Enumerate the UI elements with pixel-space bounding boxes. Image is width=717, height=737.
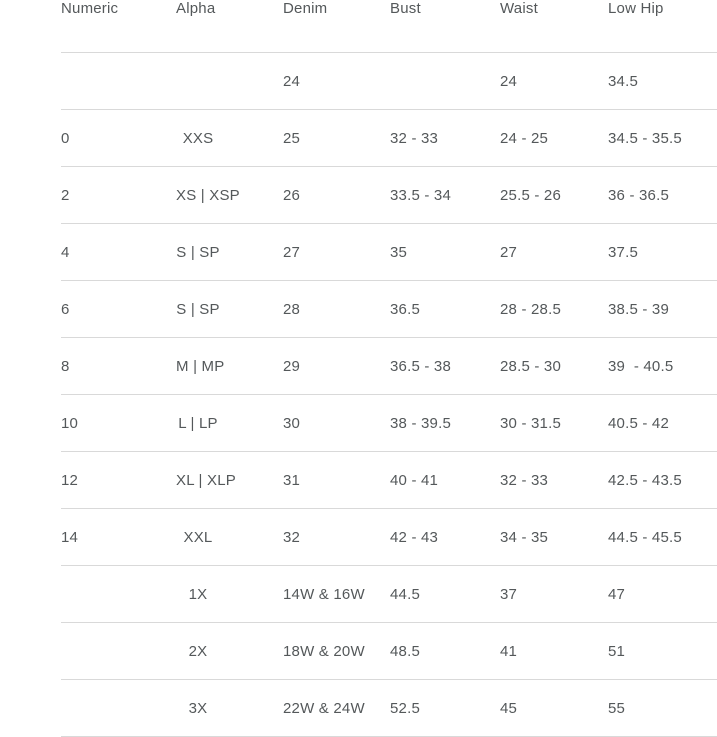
- cell-alpha-value: XS | XSP: [176, 186, 240, 204]
- cell-denim: 29: [283, 338, 390, 395]
- col-header-low-hip: Low Hip: [608, 0, 717, 53]
- cell-denim: 25: [283, 110, 390, 167]
- cell-waist: 27: [500, 224, 608, 281]
- cell-alpha: [176, 224, 283, 281]
- cell-numeric: 2: [61, 167, 176, 224]
- cell-waist: 25.5 - 26: [500, 167, 608, 224]
- table-row: [61, 395, 717, 452]
- cell-alpha: [176, 509, 283, 566]
- cell-denim: 14W & 16W: [283, 566, 390, 623]
- cell-waist: 45: [500, 680, 608, 737]
- cell-bust: 32 - 33: [390, 110, 500, 167]
- cell-bust: 48.5: [390, 623, 500, 680]
- cell-numeric: [61, 680, 176, 737]
- table-row: [61, 509, 717, 566]
- cell-bust: [390, 53, 500, 110]
- cell-denim: 32: [283, 509, 390, 566]
- cell-waist: 41: [500, 623, 608, 680]
- cell-denim: 27: [283, 224, 390, 281]
- col-header-bust: Bust: [390, 0, 500, 53]
- header-row: [61, 0, 717, 53]
- cell-low-hip: 42.5 - 43.5: [608, 452, 717, 509]
- cell-alpha: [176, 452, 283, 509]
- cell-alpha-value: L | LP: [178, 414, 218, 432]
- cell-low-hip: 44.5 - 45.5: [608, 509, 717, 566]
- size-chart-table: [61, 0, 717, 737]
- cell-numeric: 6: [61, 281, 176, 338]
- table-row: [61, 566, 717, 623]
- cell-numeric: 10: [61, 395, 176, 452]
- cell-denim: 24: [283, 53, 390, 110]
- cell-bust: 40 - 41: [390, 452, 500, 509]
- cell-waist: 30 - 31.5: [500, 395, 608, 452]
- cell-alpha: [176, 338, 283, 395]
- cell-denim: 18W & 20W: [283, 623, 390, 680]
- cell-low-hip: 36 - 36.5: [608, 167, 717, 224]
- table-row: [61, 623, 717, 680]
- cell-denim: 30: [283, 395, 390, 452]
- cell-alpha-value: XXL: [183, 528, 213, 546]
- table-row: [61, 281, 717, 338]
- cell-bust: 44.5: [390, 566, 500, 623]
- cell-waist: 37: [500, 566, 608, 623]
- cell-waist: 28 - 28.5: [500, 281, 608, 338]
- cell-alpha: [176, 167, 283, 224]
- cell-denim: 26: [283, 167, 390, 224]
- cell-denim: 31: [283, 452, 390, 509]
- cell-alpha: [176, 680, 283, 737]
- cell-alpha: [176, 281, 283, 338]
- cell-numeric: [61, 566, 176, 623]
- cell-waist: 24: [500, 53, 608, 110]
- cell-alpha: [176, 53, 283, 110]
- cell-bust: 33.5 - 34: [390, 167, 500, 224]
- table-row: [61, 224, 717, 281]
- cell-waist: 24 - 25: [500, 110, 608, 167]
- cell-alpha-value: S | SP: [176, 243, 220, 261]
- cell-alpha: [176, 566, 283, 623]
- cell-low-hip: 55: [608, 680, 717, 737]
- col-header-numeric: Numeric: [61, 0, 176, 53]
- cell-numeric: [61, 623, 176, 680]
- cell-numeric: 0: [61, 110, 176, 167]
- cell-bust: 42 - 43: [390, 509, 500, 566]
- cell-alpha-value: S | SP: [176, 300, 220, 318]
- cell-bust: 36.5 - 38: [390, 338, 500, 395]
- table-row: [61, 338, 717, 395]
- cell-alpha-value: XL | XLP: [176, 471, 236, 489]
- cell-waist: 28.5 - 30: [500, 338, 608, 395]
- cell-waist: 34 - 35: [500, 509, 608, 566]
- table-row: [61, 110, 717, 167]
- table-row: [61, 167, 717, 224]
- col-header-alpha: Alpha: [176, 0, 283, 53]
- cell-low-hip: 39 - 40.5: [608, 338, 717, 395]
- table-row: [61, 53, 717, 110]
- cell-bust: 52.5: [390, 680, 500, 737]
- cell-alpha: [176, 395, 283, 452]
- cell-low-hip: 47: [608, 566, 717, 623]
- cell-alpha-value: M | MP: [176, 357, 225, 375]
- cell-alpha-value: 2X: [188, 642, 208, 660]
- cell-bust: 36.5: [390, 281, 500, 338]
- cell-waist: 32 - 33: [500, 452, 608, 509]
- cell-alpha-value: 1X: [188, 585, 208, 603]
- cell-alpha: [176, 110, 283, 167]
- cell-denim: 22W & 24W: [283, 680, 390, 737]
- cell-low-hip: 34.5: [608, 53, 717, 110]
- table-row: [61, 680, 717, 737]
- cell-low-hip: 34.5 - 35.5: [608, 110, 717, 167]
- cell-bust: 35: [390, 224, 500, 281]
- cell-low-hip: 51: [608, 623, 717, 680]
- cell-denim: 28: [283, 281, 390, 338]
- cell-numeric: 14: [61, 509, 176, 566]
- cell-numeric: 4: [61, 224, 176, 281]
- table-row: [61, 452, 717, 509]
- cell-alpha: [176, 623, 283, 680]
- cell-low-hip: 38.5 - 39: [608, 281, 717, 338]
- cell-low-hip: 40.5 - 42: [608, 395, 717, 452]
- cell-numeric: 8: [61, 338, 176, 395]
- cell-low-hip: 37.5: [608, 224, 717, 281]
- cell-alpha-value: XXS: [182, 129, 214, 147]
- col-header-denim: Denim: [283, 0, 390, 53]
- cell-bust: 38 - 39.5: [390, 395, 500, 452]
- cell-alpha-value: 3X: [188, 699, 208, 717]
- cell-numeric: [61, 53, 176, 110]
- col-header-waist: Waist: [500, 0, 608, 53]
- cell-numeric: 12: [61, 452, 176, 509]
